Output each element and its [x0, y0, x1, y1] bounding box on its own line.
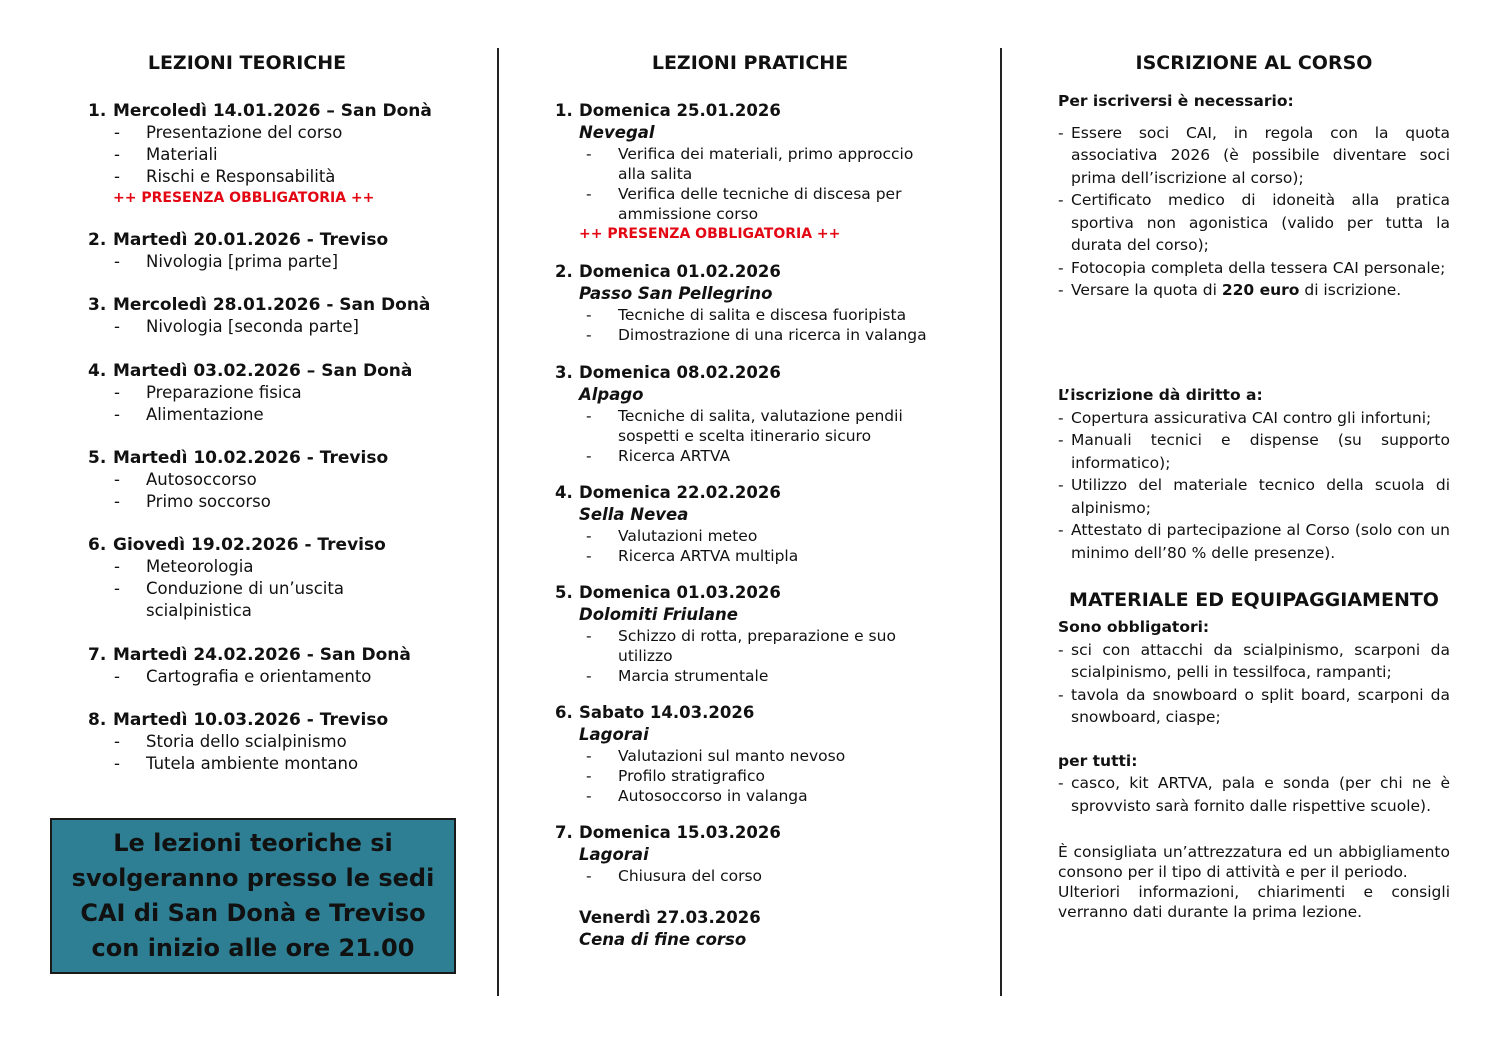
lesson-topic: - Marcia strumentale	[586, 667, 769, 685]
theory-lesson-4: 4. Martedì 03.02.2026 – San Donà - Preparazione fisica - Alimentazione	[88, 360, 478, 426]
practical-lesson-2: 2. Domenica 01.02.2026 Passo San Pellegrino - Tecniche di salita e discesa fuoripista - Dimostrazione di una ricerca in valanga	[555, 261, 955, 345]
rights-heading: L’iscrizione dà diritto a:	[1058, 386, 1263, 404]
mandatory-heading: Sono obbligatori:	[1058, 618, 1210, 636]
theory-lesson-2: 2. Martedì 20.01.2026 - Treviso - Nivologia [prima parte]	[88, 229, 478, 273]
practical-lesson-5: 5. Domenica 01.03.2026 Dolomiti Friulane - Schizzo di rotta, preparazione e suo utilizzo - Marcia strumentale	[555, 582, 955, 686]
lesson-location: Lagorai	[579, 845, 649, 864]
lesson-heading: Sabato 14.03.2026	[579, 703, 755, 722]
further-info: Ulteriori informazioni, chiarimenti e consigli verranno dati durante la prima lezione.	[1058, 883, 1450, 921]
lesson-heading: Domenica 01.02.2026	[579, 262, 781, 281]
theory-lesson-7: 7. Martedì 24.02.2026 - San Donà - Cartografia e orientamento	[88, 644, 478, 688]
requirement-item: - Essere soci CAI, in regola con la quota associativa 2026 (è possibile diventare soci prima dell’iscrizione al corso);	[1058, 123, 1450, 187]
theory-lesson-3: 3. Mercoledì 28.01.2026 - San Donà - Nivologia [seconda parte]	[88, 294, 478, 338]
requirement-item: - Certificato medico di idoneità alla pratica sportiva non agonistica (valido per tutta la durata del corso);	[1058, 191, 1450, 254]
practical-lesson-4: 4. Domenica 22.02.2026 Sella Nevea - Valutazioni meteo - Ricerca ARTVA multipla	[555, 482, 955, 566]
theory-lesson-8: 8. Martedì 10.03.2026 - Treviso - Storia dello scialpinismo - Tutela ambiente montano	[88, 709, 478, 775]
practical-lesson-1: 1. Domenica 25.01.2026 Nevegal - Verifica dei materiali, primo approccio alla salita - Verifica delle tecniche di discesa per ammissione corso ++ PRESENZA OBBLIGATORIA ++	[555, 100, 955, 244]
requirement-item: - Fotocopia completa della tessera CAI personale;	[1058, 258, 1446, 277]
lesson-heading: Martedì 20.01.2026 - Treviso	[113, 230, 389, 250]
lesson-topic: - Primo soccorso	[114, 492, 271, 511]
lesson-heading: Martedì 03.02.2026 – San Donà	[113, 361, 413, 381]
equipment-section	[1058, 616, 1450, 817]
closing-dinner	[555, 907, 955, 951]
closing-dinner-date: Venerdì 27.03.2026	[579, 908, 761, 927]
column-divider-right	[1000, 48, 1002, 996]
theory-lesson-1: 1. Mercoledì 14.01.2026 – San Donà - Presentazione del corso - Materiali - Rischi e Responsabilità ++ PRESENZA OBBLIGATORIA ++	[88, 100, 478, 208]
lesson-topic: - Presentazione del corso	[114, 123, 343, 142]
registration-rights	[1058, 384, 1450, 564]
lesson-topic: - Chiusura del corso	[586, 867, 763, 885]
lesson-heading: Domenica 22.02.2026	[579, 483, 781, 502]
theory-lessons-title: LEZIONI TEORICHE	[147, 52, 347, 74]
lesson-topic: - Verifica dei materiali, primo approccio alla salita	[586, 145, 914, 183]
lesson-heading: Domenica 01.03.2026	[579, 583, 781, 602]
lesson-topic: - Valutazioni sul manto nevoso	[586, 747, 846, 765]
lesson-topic: - Preparazione fisica	[114, 383, 302, 402]
for-all-item: - casco, kit ARTVA, pala e sonda (per chi ne è sprovvisto sarà fornito dalle rispettive scuole).	[1058, 774, 1450, 815]
lesson-topic: - Valutazioni meteo	[586, 527, 758, 545]
lesson-heading: Martedì 10.02.2026 - Treviso	[113, 448, 389, 468]
mandatory-item: - sci con attacchi da scialpinismo, scarponi da scialpinismo, pelli in tessilfoca, rampanti;	[1058, 640, 1450, 681]
mandatory-attendance-note: ++ PRESENZA OBBLIGATORIA ++	[579, 226, 841, 242]
lesson-topic: - Autosoccorso in valanga	[586, 787, 808, 805]
lesson-location: Nevegal	[579, 123, 655, 142]
lesson-topic: - Tecniche di salita e discesa fuoripista	[586, 306, 907, 324]
practical-lesson-6: 6. Sabato 14.03.2026 Lagorai - Valutazioni sul manto nevoso - Profilo stratigrafico - Autosoccorso in valanga	[555, 702, 955, 806]
mandatory-attendance-note: ++ PRESENZA OBBLIGATORIA ++	[113, 190, 375, 206]
equipment-title: MATERIALE ED EQUIPAGGIAMENTO	[1069, 589, 1439, 611]
lesson-heading: Domenica 25.01.2026	[579, 101, 781, 120]
lesson-location: Dolomiti Friulane	[579, 605, 738, 624]
column-divider-left	[497, 48, 499, 996]
lesson-heading: Mercoledì 28.01.2026 - San Donà	[113, 295, 431, 315]
practical-lesson-7: 7. Domenica 15.03.2026 Lagorai - Chiusura del corso	[555, 822, 955, 886]
lesson-topic: - Ricerca ARTVA	[586, 447, 731, 465]
theory-lesson-5: 5. Martedì 10.02.2026 - Treviso - Autosoccorso - Primo soccorso	[88, 447, 478, 513]
lesson-location: Alpago	[579, 385, 644, 404]
lesson-heading: Domenica 08.02.2026	[579, 363, 781, 382]
right-item: - Copertura assicurativa CAI contro gli infortuni;	[1058, 408, 1432, 427]
theory-lesson-6: 6. Giovedì 19.02.2026 - Treviso - Meteorologia - Conduzione di un’uscita scialpinistica	[88, 534, 478, 622]
equipment-advice: È consigliata un’attrezzatura ed un abbigliamento consono per il tipo di attività e per il periodo.	[1058, 843, 1450, 881]
lesson-topic: - Nivologia [seconda parte]	[114, 317, 359, 336]
lesson-topic: - Ricerca ARTVA multipla	[586, 547, 799, 565]
right-item: - Attestato di partecipazione al Corso (solo con un minimo dell’80 % delle presenze).	[1058, 521, 1450, 562]
lesson-topic: - Materiali	[114, 145, 218, 164]
right-item: - Manuali tecnici e dispense (su supporto informatico);	[1058, 431, 1450, 472]
lesson-location: Sella Nevea	[579, 505, 689, 524]
lesson-topic: - Tecniche di salita, valutazione pendii sospetti e scelta itinerario sicuro	[586, 407, 903, 445]
practical-lessons-title: LEZIONI PRATICHE	[651, 52, 849, 74]
lesson-location: Passo San Pellegrino	[579, 284, 773, 303]
theory-lessons-info-box: Le lezioni teoriche si svolgeranno presso le sedi CAI di San Donà e Treviso con inizio alle ore 21.00	[50, 818, 456, 974]
lesson-heading: Martedì 10.03.2026 - Treviso	[113, 710, 389, 730]
mandatory-item: - tavola da snowboard o split board, scarponi da snowboard, ciaspe;	[1058, 685, 1450, 726]
lesson-location: Lagorai	[579, 725, 649, 744]
lesson-topic: - Storia dello scialpinismo	[114, 732, 347, 751]
lesson-heading: Domenica 15.03.2026	[579, 823, 781, 842]
lesson-topic: - Verifica delle tecniche di discesa per ammissione corso	[586, 185, 902, 223]
lesson-topic: - Profilo stratigrafico	[586, 767, 765, 785]
closing-dinner-label: Cena di fine corso	[579, 930, 747, 949]
lesson-topic: - Nivologia [prima parte]	[114, 252, 339, 271]
registration-title: ISCRIZIONE AL CORSO	[1135, 52, 1373, 74]
lesson-topic: - Tutela ambiente montano	[114, 754, 359, 773]
equipment-notes	[1058, 842, 1450, 922]
practical-lesson-3: 3. Domenica 08.02.2026 Alpago - Tecniche di salita, valutazione pendii sospetti e scelta itinerario sicuro - Ricerca ARTVA	[555, 362, 955, 466]
for-all-heading: per tutti:	[1058, 751, 1138, 770]
lesson-topic: - Conduzione di un’uscita scialpinistica	[114, 579, 344, 620]
right-item: - Utilizzo del materiale tecnico della scuola di alpinismo;	[1058, 476, 1450, 517]
lesson-topic: - Alimentazione	[114, 405, 264, 424]
lesson-topic: - Autosoccorso	[114, 470, 257, 489]
lesson-topic: - Dimostrazione di una ricerca in valanga	[586, 326, 927, 344]
lesson-heading: Mercoledì 14.01.2026 – San Donà	[113, 101, 432, 121]
requirements-heading: Per iscriversi è necessario:	[1058, 92, 1294, 110]
lesson-heading: Martedì 24.02.2026 - San Donà	[113, 645, 411, 665]
lesson-topic: - Cartografia e orientamento	[114, 667, 372, 686]
registration-requirements	[1058, 90, 1450, 302]
lesson-topic: - Schizzo di rotta, preparazione e suo utilizzo	[586, 627, 896, 665]
lesson-topic: - Rischi e Responsabilità	[114, 167, 336, 186]
requirement-fee: - Versare la quota di 220 euro di iscrizione.	[1058, 281, 1402, 299]
fee-amount: 220 euro	[1221, 281, 1300, 299]
lesson-topic: - Meteorologia	[114, 557, 254, 576]
lesson-heading: Giovedì 19.02.2026 - Treviso	[113, 535, 386, 555]
